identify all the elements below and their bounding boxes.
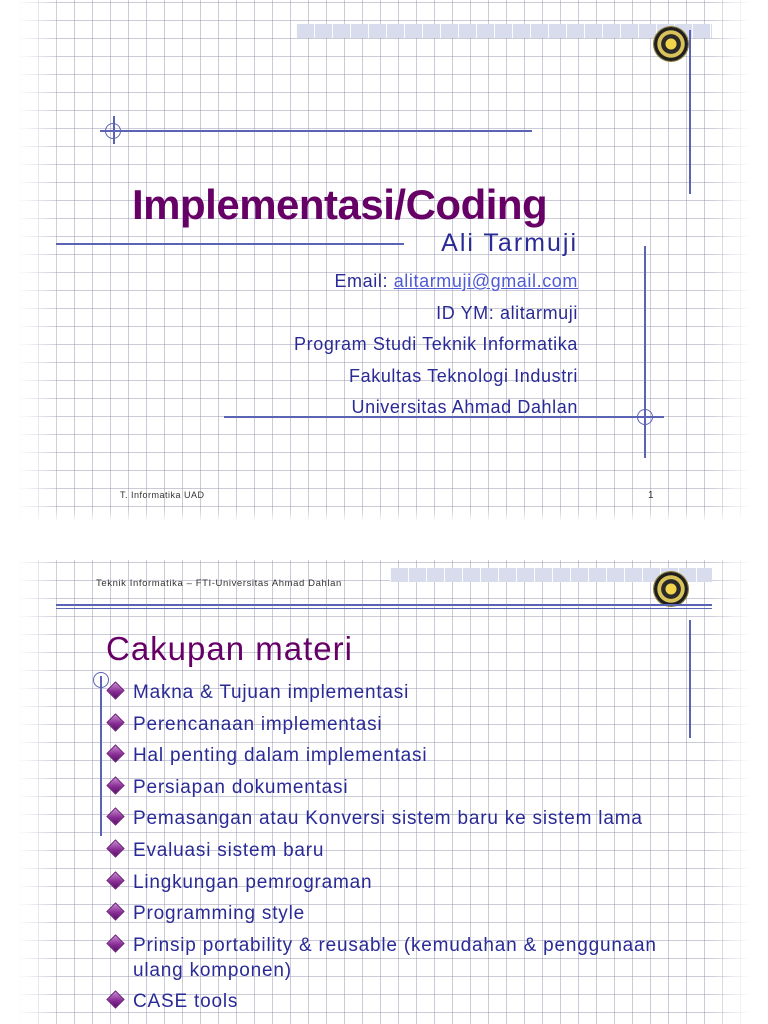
diamond-bullet-icon [108,778,124,794]
list-item [106,680,706,705]
program-name: Program Studi Teknik Informatika [294,334,578,354]
top-band [296,24,712,38]
diamond-bullet-icon [108,935,124,951]
decor-line-title [56,243,404,245]
list-item-text: Prinsip portability & reusable (kemudahan & penggunaan ulang komponen) [133,934,657,981]
diamond-bullet-icon [108,992,124,1008]
slide-title: Implementasi/Coding [132,181,548,228]
list-item-text: Programming style [133,903,305,925]
slide-header: Teknik Informatika – FTI-Universitas Ahmad Dahlan [96,578,342,589]
decor-line-right-lower [644,246,646,458]
list-item-text: Hal penting dalam implementasi [133,745,428,767]
university-seal-icon [654,27,688,61]
contact-info [294,266,578,424]
list-item [106,743,706,768]
list-item-text: Pemasangan atau Konversi sistem baru ke sistem lama [133,808,643,830]
email-link[interactable]: alitarmuji@gmail.com [393,271,578,291]
email-row [294,266,578,298]
list-item-text: Makna & Tujuan implementasi [133,682,410,703]
list-item-text: Perencanaan implementasi [133,713,383,735]
list-item-text: CASE tools [133,991,239,1013]
grid-fade-left [0,560,60,1024]
page-number: 1 [648,490,654,501]
diamond-bullet-icon [108,746,124,762]
grid-fade-right [710,0,768,522]
decor-line-left [100,676,102,836]
list-item [106,933,706,983]
list-item [106,901,706,926]
diamond-bullet-icon [108,841,124,857]
diamond-bullet-icon [108,714,124,730]
footer-label: T. Informatika UAD [120,490,205,500]
list-item [106,775,706,800]
header-divider [56,604,712,606]
list-item [106,870,706,895]
diamond-bullet-icon [108,809,124,825]
topic-list [106,680,706,1021]
author-name: Ali Tarmuji [441,229,578,257]
list-item-text: Lingkungan pemrograman [133,871,373,893]
list-item-text: Persiapan dokumentasi [133,776,349,798]
diamond-bullet-icon [108,872,124,888]
header-divider-thin [56,608,712,609]
decor-line-upper [100,130,532,132]
grid-fade-left [0,0,60,522]
crosshair-target-icon [637,409,653,425]
university-seal-icon [654,572,688,606]
university-name: Universitas Ahmad Dahlan [351,397,578,417]
ym-id: ID YM: alitarmuji [436,302,578,323]
slide-gap [0,522,768,560]
faculty-name: Fakultas Teknologi Industri [349,365,578,386]
list-item [106,989,706,1014]
slide-2 [0,560,768,1024]
slide-title: Cakupan materi [106,630,353,667]
grid-fade-bottom [0,510,768,522]
diamond-bullet-icon [108,904,124,920]
email-label: Email: [334,271,389,291]
decor-line-right [689,30,691,194]
grid-fade-right [710,560,768,1024]
list-item [106,712,706,737]
diamond-bullet-icon [108,683,124,699]
list-item [106,806,706,831]
decor-target-vertical [113,116,115,144]
list-item [106,838,706,863]
list-item-text: Evaluasi sistem baru [133,839,325,861]
